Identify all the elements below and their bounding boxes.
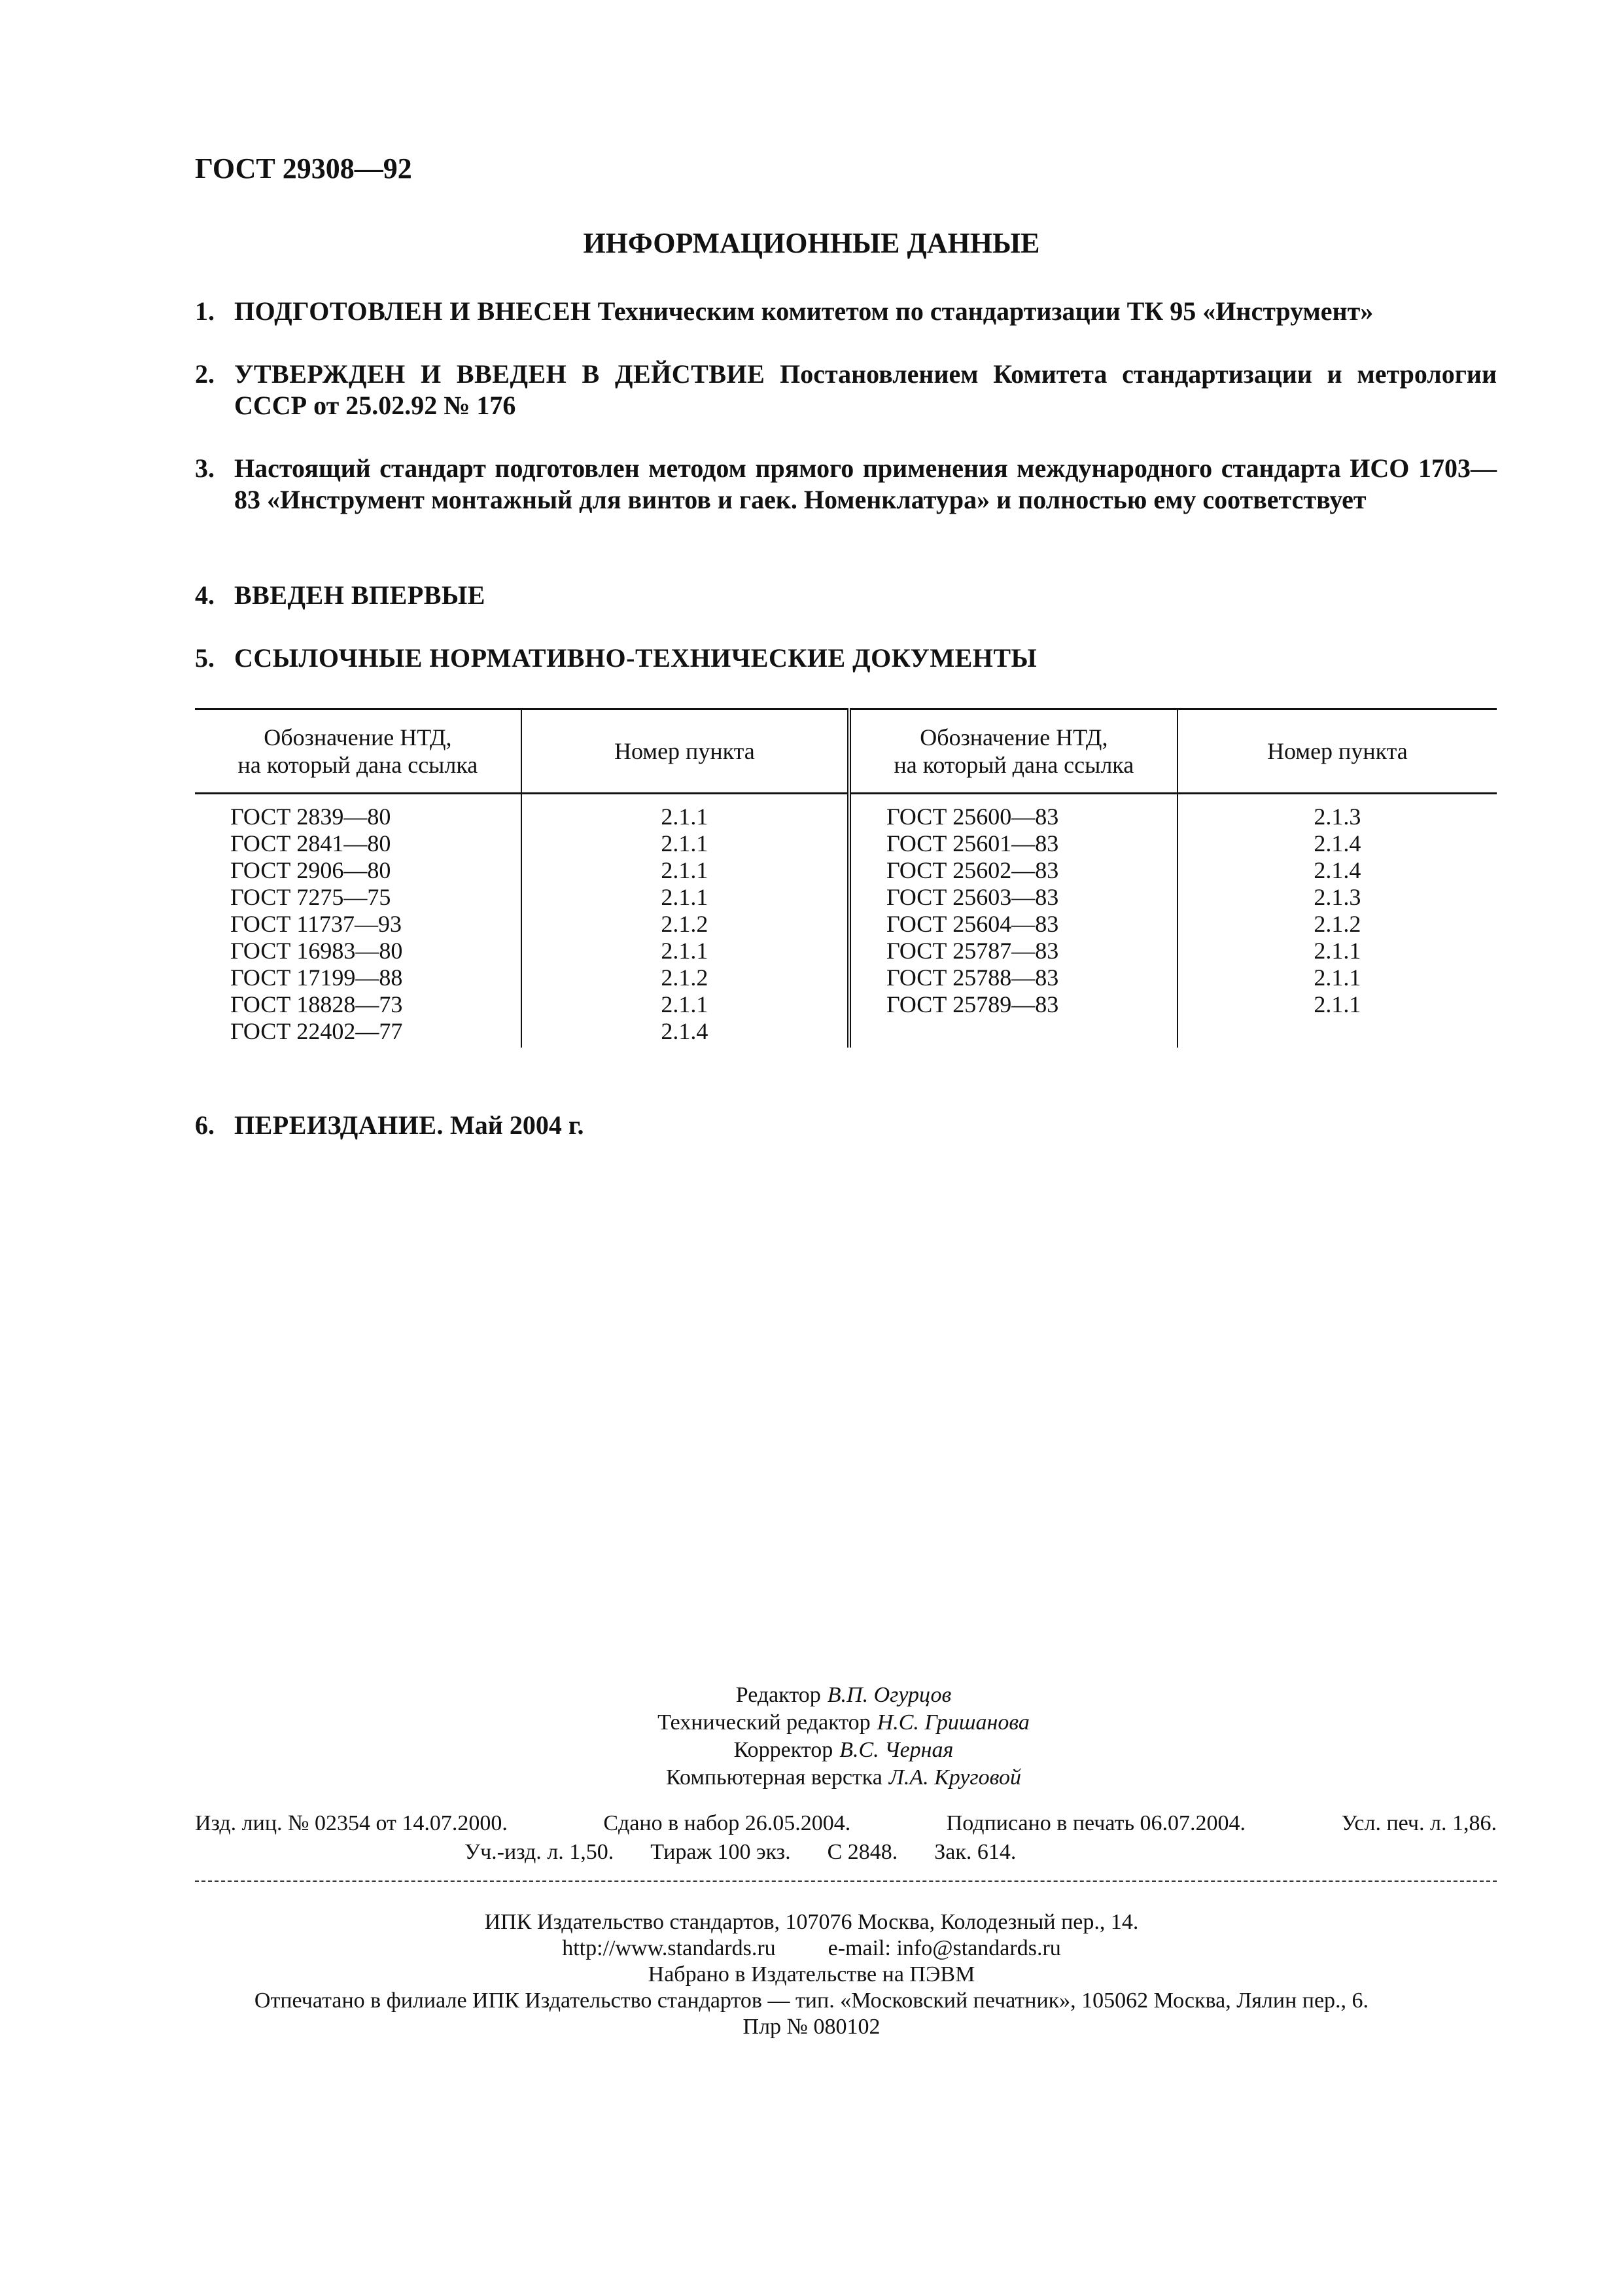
table-cell: ГОСТ 25788—83 — [886, 964, 1059, 991]
col-header-point: Номер пункта — [521, 709, 849, 794]
item-number: 6. — [195, 1110, 215, 1140]
imprint-signed: Подписано в печать 06.07.2004. — [946, 1811, 1246, 1835]
publisher-web — [0, 1935, 1623, 1962]
reference-table — [195, 708, 1497, 1048]
item-number: 5. — [195, 643, 215, 673]
right-codes — [849, 794, 1178, 1048]
info-item-5 — [195, 643, 1497, 674]
table-cell: 2.1.1 — [1314, 964, 1361, 991]
col-header-point: Номер пункта — [1266, 738, 1408, 764]
table-cell: 2.1.4 — [1314, 830, 1361, 857]
info-item-3 — [195, 453, 1497, 516]
table-cell: ГОСТ 25600—83 — [886, 804, 1059, 830]
right-points — [1178, 794, 1497, 1048]
table-cell: 2.1.1 — [1314, 938, 1361, 964]
table-cell: 2.1.4 — [1314, 857, 1361, 883]
publisher-typeset-note: Набрано в Издательстве на ПЭВМ — [648, 1962, 975, 1987]
credit-corrector: Корректор В.С. Черная — [733, 1738, 954, 1762]
table-cell: 2.1.1 — [661, 884, 708, 910]
table-cell: ГОСТ 16983—80 — [230, 938, 403, 964]
imprint-row — [464, 1840, 1053, 1865]
table-cell: ГОСТ 18828—73 — [230, 991, 403, 1017]
credit-editor: Редактор В.П. Огурцов — [735, 1683, 952, 1707]
table-cell: 2.1.2 — [661, 911, 708, 937]
publisher-printed-note: Отпечатано в филиале ИПК Издательство стандартов — тип. «Московский печатник», 105062 Москва, Лялин пер., 6. — [254, 1988, 1369, 2013]
item-lead: ССЫЛОЧНЫЕ НОРМАТИВНО-ТЕХНИЧЕСКИЕ ДОКУМЕНТЫ — [234, 643, 1038, 673]
table-cell: 2.1.1 — [661, 938, 708, 964]
table-cell: ГОСТ 25604—83 — [886, 911, 1059, 937]
table-cell: 2.1.2 — [661, 964, 708, 991]
table-cell: ГОСТ 11737—93 — [230, 911, 402, 937]
table-cell: ГОСТ 25787—83 — [886, 938, 1059, 964]
credit-tech-editor: Технический редактор Н.С. Гришанова — [657, 1710, 1030, 1735]
item-lead: ВВЕДЕН ВПЕРВЫЕ — [234, 580, 485, 610]
item-number: 4. — [195, 580, 215, 610]
imprint-run: Тираж 100 экз. — [650, 1840, 791, 1864]
imprint-print-sheets: Усл. печ. л. 1,86. — [1341, 1811, 1497, 1835]
publisher-plr: Плр № 080102 — [742, 2015, 881, 2039]
table-cell: 2.1.1 — [661, 857, 708, 883]
table-cell: ГОСТ 25789—83 — [886, 991, 1059, 1017]
table-cell: ГОСТ 2839—80 — [230, 804, 391, 830]
page-title: ИНФОРМАЦИОННЫЕ ДАННЫЕ — [583, 227, 1040, 259]
publisher-address: ИПК Издательство стандартов, 107076 Москва, Колодезный пер., 14. — [484, 1910, 1139, 1934]
imprint-c-code: С 2848. — [827, 1840, 898, 1864]
imprint-license: Изд. лиц. № 02354 от 14.07.2000. — [195, 1811, 508, 1835]
publisher-block — [0, 1909, 1623, 2040]
info-item-6 — [195, 1110, 1497, 1141]
table-cell: ГОСТ 25603—83 — [886, 884, 1059, 910]
item-text: Техническим комитетом по стандартизации ТК 95 «Инструмент» — [597, 296, 1374, 326]
table-cell: 2.1.3 — [1314, 884, 1361, 910]
table-cell: ГОСТ 17199—88 — [230, 964, 403, 991]
publisher-email: e-mail: info@standards.ru — [828, 1936, 1061, 1960]
table-cell: 2.1.1 — [1314, 991, 1361, 1017]
imprint-typeset: Сдано в набор 26.05.2004. — [603, 1811, 851, 1835]
table-cell: ГОСТ 25601—83 — [886, 830, 1059, 857]
credits-block — [0, 1682, 1623, 1792]
table-header-row — [195, 709, 1497, 794]
publisher-url: http://www.standards.ru — [562, 1936, 776, 1960]
table-cell: 2.1.2 — [1314, 911, 1361, 937]
item-lead: ПЕРЕИЗДАНИЕ. — [234, 1110, 444, 1140]
imprint-order: Зак. 614. — [934, 1840, 1017, 1864]
info-item-4 — [195, 580, 1497, 611]
col-header-doc: Обозначение НТД, на который дана ссылка — [849, 709, 1178, 794]
table-cell: ГОСТ 22402—77 — [230, 1018, 403, 1044]
table-cell: ГОСТ 2906—80 — [230, 857, 391, 883]
item-text: Май 2004 г. — [450, 1110, 584, 1140]
item-lead: ПОДГОТОВЛЕН И ВНЕСЕН — [234, 296, 591, 326]
left-codes — [195, 794, 521, 1048]
table-cell: ГОСТ 7275—75 — [230, 884, 391, 910]
imprint-row — [195, 1811, 1497, 1836]
table-cell: 2.1.1 — [661, 830, 708, 857]
document-code: ГОСТ 29308—92 — [195, 152, 412, 185]
credit-layout: Компьютерная верстка Л.А. Круговой — [666, 1765, 1021, 1790]
table-cell: ГОСТ 25602—83 — [886, 857, 1059, 883]
info-item-1 — [195, 296, 1497, 327]
table-cell: 2.1.3 — [1314, 804, 1361, 830]
item-number: 1. — [195, 296, 215, 326]
item-text: Настоящий стандарт подготовлен методом прямого применения международного стандарта ИСО 1703—83 «Инструмент монтажный для винтов и гаек. Номенклатура» и полностью ему соответствует — [234, 453, 1497, 514]
table-body-row — [195, 794, 1497, 1048]
col-header-doc: Обозначение НТД, на который дана ссылка — [195, 709, 521, 794]
table-cell: 2.1.4 — [661, 1018, 708, 1044]
imprint-pub-sheets: Уч.-изд. л. 1,50. — [464, 1840, 614, 1864]
table-cell: 2.1.1 — [661, 804, 708, 830]
table-cell: ГОСТ 2841—80 — [230, 830, 391, 857]
item-lead: УТВЕРЖДЕН И ВВЕДЕН В ДЕЙСТВИЕ — [234, 359, 765, 389]
item-number: 3. — [195, 453, 215, 483]
item-text: Постановлением Комитета стандартизации и метрологии СССР от 25.02.92 № 176 — [234, 359, 1497, 420]
left-points — [521, 794, 849, 1048]
item-number: 2. — [195, 359, 215, 389]
info-item-2 — [195, 359, 1497, 421]
table-cell: 2.1.1 — [661, 991, 708, 1017]
divider — [195, 1881, 1497, 1882]
